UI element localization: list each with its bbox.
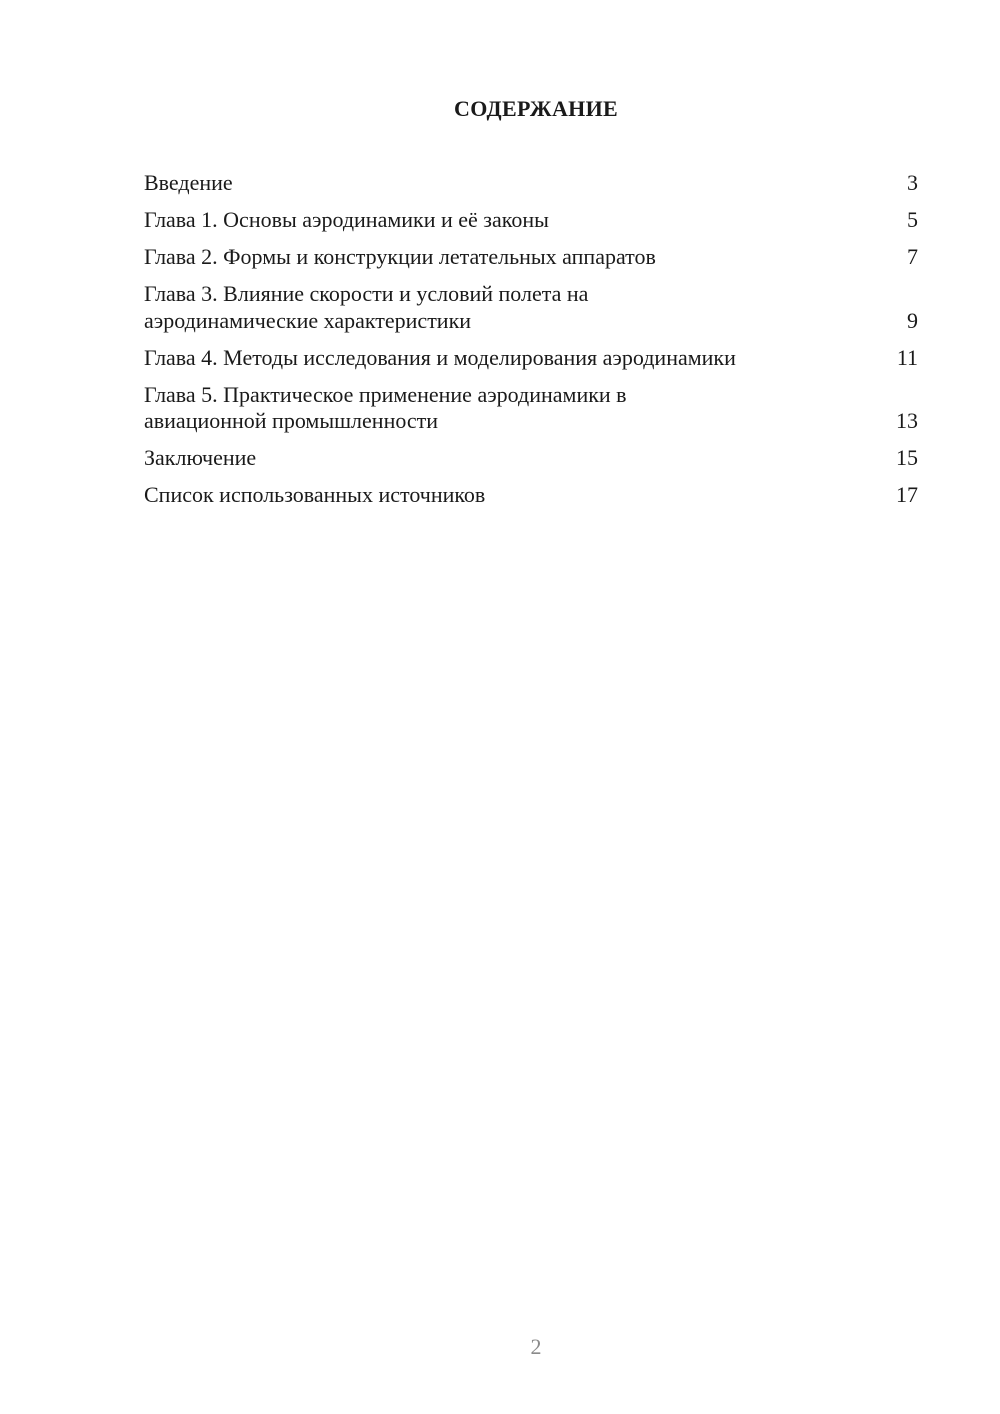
table-of-contents <box>144 170 918 519</box>
toc-entry-chapter-5[interactable] <box>144 382 918 435</box>
toc-entry-page-number: 15 <box>896 445 918 470</box>
toc-entry-page-number: 17 <box>896 482 918 507</box>
toc-entry-label: Список использованных источников <box>144 482 486 507</box>
toc-entry-label: Глава 4. Методы исследования и моделирования аэродинамики <box>144 344 736 370</box>
toc-entry-page-number: 3 <box>907 170 918 195</box>
toc-entry-chapter-3[interactable] <box>144 281 918 334</box>
toc-entry-introduction[interactable] <box>144 170 918 197</box>
toc-entry-page-number: 7 <box>907 244 918 269</box>
toc-entry-references[interactable] <box>144 482 918 509</box>
toc-entry-label: Заключение <box>144 445 257 470</box>
toc-entry-label: Глава 3. Влияние скорости и условий полета на аэродинамические характеристики <box>144 281 589 333</box>
toc-entry-page-number: 5 <box>907 207 918 232</box>
toc-entry-label: Глава 5. Практическое применение аэродинамики в авиационной промышленности <box>144 381 627 433</box>
toc-entry-label: Введение <box>144 170 233 195</box>
toc-entry-chapter-2[interactable] <box>144 244 918 271</box>
page-number: 2 <box>530 1334 542 1359</box>
toc-entry-page-number: 13 <box>896 408 918 433</box>
toc-entry-conclusion[interactable] <box>144 445 918 472</box>
toc-entry-label: Глава 1. Основы аэродинамики и её законы <box>144 207 549 232</box>
toc-entry-chapter-4[interactable] <box>144 345 918 372</box>
toc-entry-page-number: 11 <box>896 344 918 370</box>
toc-entry-label: Глава 2. Формы и конструкции летательных аппаратов <box>144 244 656 269</box>
toc-entry-chapter-1[interactable] <box>144 207 918 234</box>
toc-entry-page-number: 9 <box>907 307 918 333</box>
page-title: СОДЕРЖАНИЕ <box>454 96 618 121</box>
